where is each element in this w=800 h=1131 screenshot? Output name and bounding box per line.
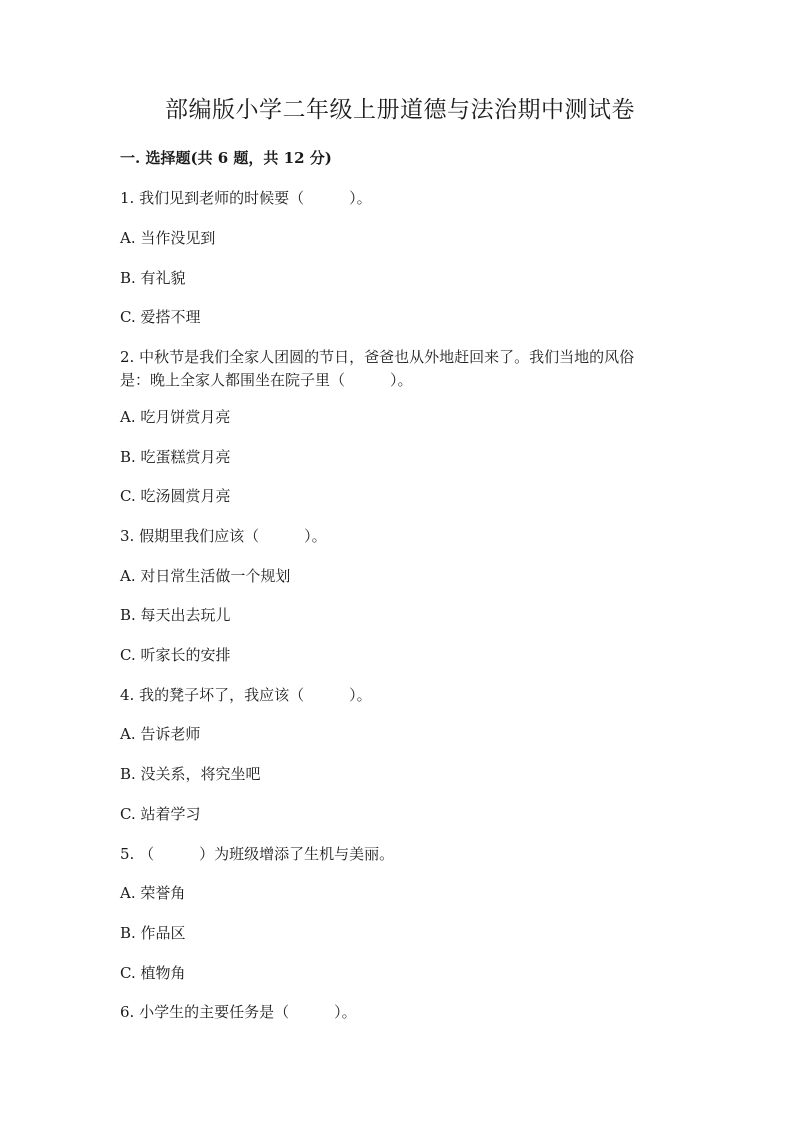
question-3-option-c: C. 听家长的安排 bbox=[120, 646, 231, 664]
question-2-text-line-2: 是：晚上全家人都围坐在院子里（ ）。 bbox=[120, 371, 413, 389]
section-heading: 一. 选择题(共 6 题，共 12 分) bbox=[120, 149, 332, 167]
question-2-text-line-1: 2. 中秋节是我们全家人团圆的节日，爸爸也从外地赶回来了。我们当地的风俗 bbox=[120, 348, 635, 366]
question-4-option-c: C. 站着学习 bbox=[120, 805, 201, 823]
question-2-option-c: C. 吃汤圆赏月亮 bbox=[120, 487, 231, 505]
question-5-option-a: A. 荣誉角 bbox=[120, 884, 186, 902]
question-2-option-b: B. 吃蛋糕赏月亮 bbox=[120, 448, 231, 466]
question-4-text: 4. 我的凳子坏了，我应该（ ）。 bbox=[120, 686, 372, 704]
question-5-text: 5. （ ）为班级增添了生机与美丽。 bbox=[120, 845, 395, 863]
question-1-option-c: C. 爱搭不理 bbox=[120, 308, 201, 326]
question-6-text: 6. 小学生的主要任务是（ ）。 bbox=[120, 1003, 357, 1021]
question-4-option-b: B. 没关系，将究坐吧 bbox=[120, 765, 261, 783]
question-5-option-c: C. 植物角 bbox=[120, 964, 186, 982]
question-1-text: 1. 我们见到老师的时候要（ ）。 bbox=[120, 189, 372, 207]
page-title: 部编版小学二年级上册道德与法治期中测试卷 bbox=[165, 97, 635, 123]
question-1-option-a: A. 当作没见到 bbox=[120, 229, 216, 247]
question-3-option-b: B. 每天出去玩儿 bbox=[120, 606, 231, 624]
question-1-option-b: B. 有礼貌 bbox=[120, 269, 186, 287]
question-4-option-a: A. 告诉老师 bbox=[120, 725, 201, 743]
question-5-option-b: B. 作品区 bbox=[120, 924, 186, 942]
question-3-text: 3. 假期里我们应该（ ）。 bbox=[120, 527, 327, 545]
question-2-option-a: A. 吃月饼赏月亮 bbox=[120, 408, 231, 426]
question-3-option-a: A. 对日常生活做一个规划 bbox=[120, 567, 291, 585]
